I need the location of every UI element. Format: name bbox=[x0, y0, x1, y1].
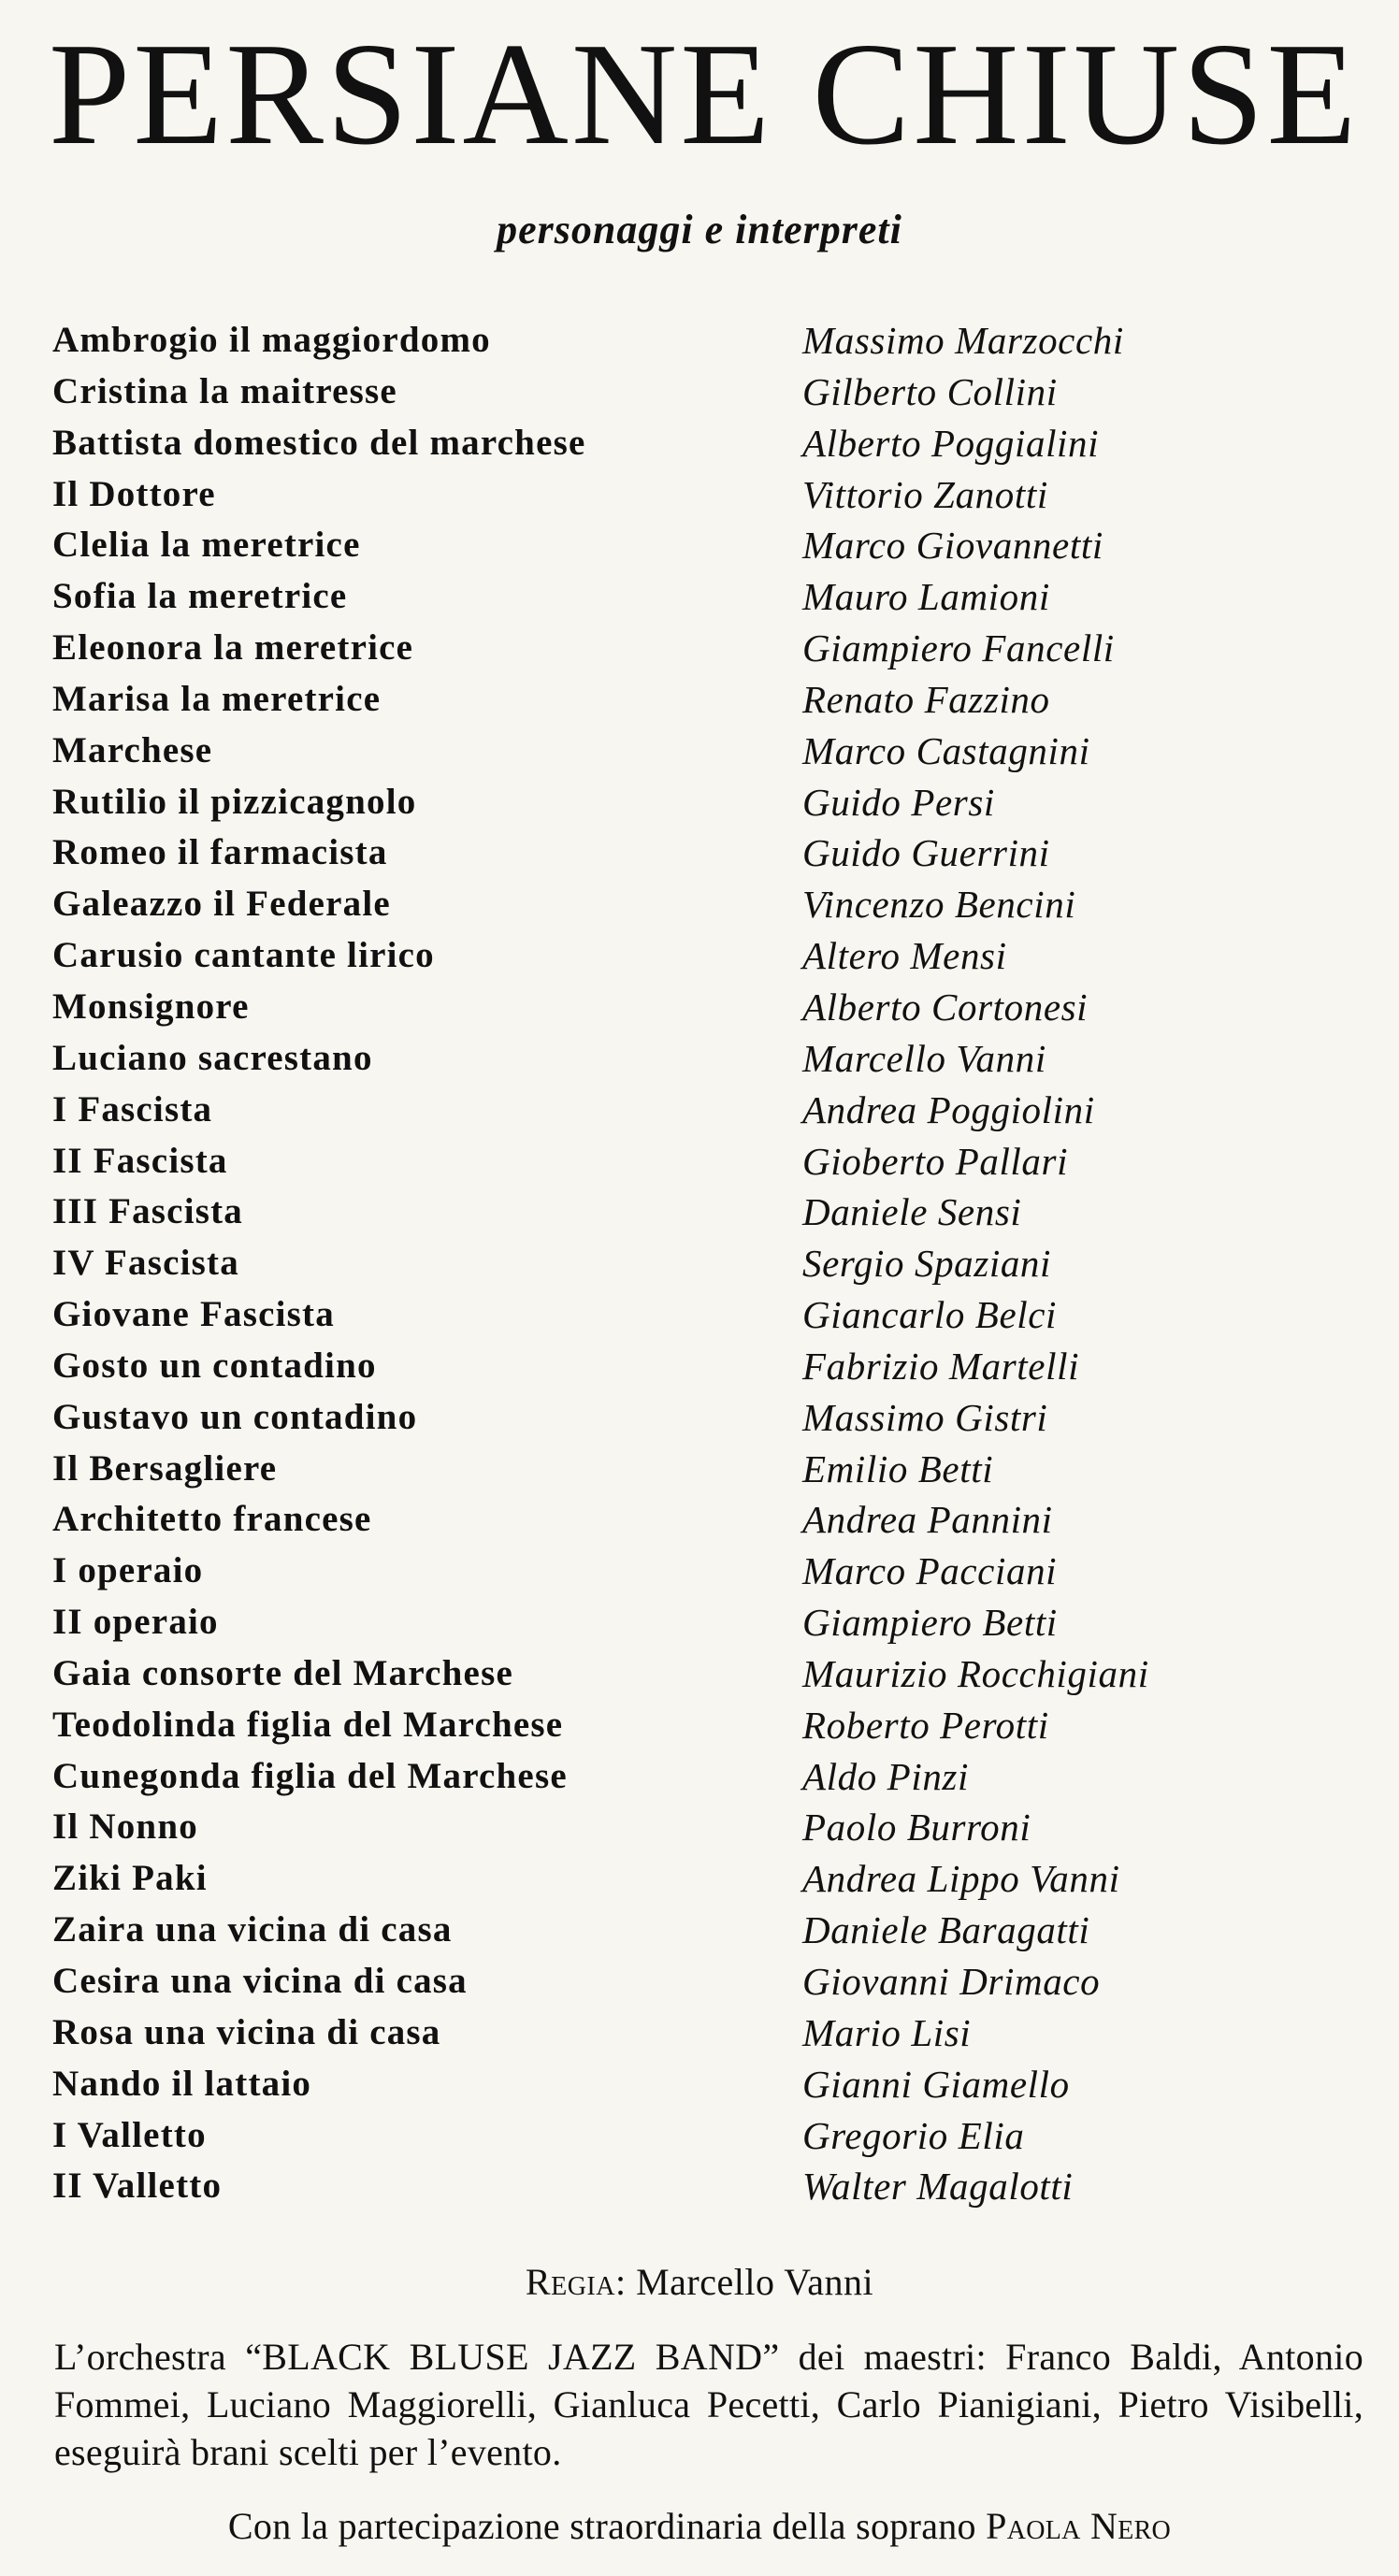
cast-row bbox=[0, 418, 1399, 469]
actor-name: Daniele Sensi bbox=[802, 1190, 1022, 1234]
cast-row bbox=[0, 1956, 1399, 2008]
cast-row bbox=[0, 726, 1399, 777]
cast-row bbox=[0, 571, 1399, 623]
cast-row bbox=[0, 1751, 1399, 1803]
character-name: Rutilio il pizzicagnolo bbox=[52, 781, 417, 822]
character-name: Marisa la meretrice bbox=[52, 678, 382, 719]
character-name: Gustavo un contadino bbox=[52, 1396, 418, 1437]
cast-row bbox=[0, 367, 1399, 418]
character-name: Clelia la meretrice bbox=[52, 525, 361, 566]
cast-row bbox=[0, 930, 1399, 982]
cast-row bbox=[0, 879, 1399, 930]
actor-name: Guido Guerrini bbox=[802, 831, 1050, 875]
actor-name: Altero Mensi bbox=[802, 934, 1007, 978]
director-label: Regia: bbox=[525, 2261, 627, 2303]
guest-name: Paola Nero bbox=[986, 2505, 1172, 2547]
cast-row bbox=[0, 2161, 1399, 2212]
cast-row bbox=[0, 1905, 1399, 1956]
character-name: Teodolinda figlia del Marchese bbox=[52, 1704, 564, 1745]
character-name: Architetto francese bbox=[52, 1499, 372, 1540]
cast-row bbox=[0, 1187, 1399, 1238]
character-name: IV Fascista bbox=[52, 1243, 239, 1284]
actor-name: Maurizio Rocchigiani bbox=[802, 1651, 1149, 1695]
actor-name: Marcello Vanni bbox=[802, 1036, 1046, 1080]
actor-name: Giampiero Betti bbox=[802, 1601, 1058, 1645]
actor-name: Andrea Pannini bbox=[802, 1498, 1053, 1542]
character-name: Battista domestico del marchese bbox=[52, 422, 586, 463]
actor-name: Andrea Lippo Vanni bbox=[802, 1857, 1120, 1901]
cast-row bbox=[0, 520, 1399, 571]
cast-row bbox=[0, 777, 1399, 828]
cast-row bbox=[0, 982, 1399, 1033]
actor-name: Marco Giovannetti bbox=[802, 524, 1103, 568]
actor-name: Alberto Cortonesi bbox=[802, 985, 1089, 1029]
guest-text: Con la partecipazione straordinaria della soprano bbox=[227, 2505, 976, 2547]
character-name: Nando il lattaio bbox=[52, 2063, 312, 2104]
character-name: Gosto un contadino bbox=[52, 1345, 377, 1386]
character-name: Il Dottore bbox=[52, 473, 216, 514]
director-credit bbox=[0, 2260, 1399, 2304]
actor-name: Giampiero Fancelli bbox=[802, 626, 1115, 670]
actor-name: Paolo Burroni bbox=[802, 1806, 1031, 1849]
cast-row bbox=[0, 1700, 1399, 1751]
director-name: Marcello Vanni bbox=[636, 2261, 874, 2303]
actor-name: Emilio Betti bbox=[802, 1446, 994, 1490]
cast-row bbox=[0, 1546, 1399, 1597]
actor-name: Massimo Gistri bbox=[802, 1395, 1048, 1439]
character-name: Zaira una vicina di casa bbox=[52, 1909, 453, 1950]
character-name: II Fascista bbox=[52, 1140, 228, 1181]
cast-row bbox=[0, 1392, 1399, 1444]
character-name: Il Nonno bbox=[52, 1806, 198, 1848]
character-name: Ziki Paki bbox=[52, 1858, 208, 1899]
character-name: Carusio cantante lirico bbox=[52, 935, 435, 976]
character-name: Cunegonda figlia del Marchese bbox=[52, 1755, 568, 1796]
guest-credit bbox=[0, 2504, 1399, 2548]
character-name: Gaia consorte del Marchese bbox=[52, 1652, 513, 1693]
cast-row bbox=[0, 1341, 1399, 1392]
cast-row bbox=[0, 1597, 1399, 1648]
cast-row bbox=[0, 1085, 1399, 1136]
character-name: II Valletto bbox=[52, 2166, 223, 2207]
page-title: PERSIANE CHIUSE bbox=[49, 12, 1360, 175]
cast-row bbox=[0, 1289, 1399, 1341]
character-name: Ambrogio il maggiordomo bbox=[52, 320, 491, 360]
cast-row bbox=[0, 1238, 1399, 1289]
actor-name: Mario Lisi bbox=[802, 2010, 972, 2054]
character-name: Cristina la maitresse bbox=[52, 370, 397, 411]
actor-name: Marco Castagnini bbox=[802, 728, 1090, 772]
character-name: Romeo il farmacista bbox=[52, 832, 388, 873]
actor-name: Guido Persi bbox=[802, 780, 995, 824]
character-name: I operaio bbox=[52, 1550, 204, 1591]
actor-name: Vittorio Zanotti bbox=[802, 472, 1048, 516]
character-name: I Fascista bbox=[52, 1088, 213, 1130]
character-name: Cesira una vicina di casa bbox=[52, 1961, 468, 2001]
actor-name: Fabrizio Martelli bbox=[802, 1344, 1080, 1388]
actor-name: Gregorio Elia bbox=[802, 2113, 1025, 2157]
character-name: I Valletto bbox=[52, 2114, 207, 2155]
character-name: III Fascista bbox=[52, 1191, 243, 1232]
character-name: Marchese bbox=[52, 729, 213, 770]
actor-name: Renato Fazzino bbox=[802, 677, 1050, 721]
character-name: Galeazzo il Federale bbox=[52, 884, 391, 925]
cast-row bbox=[0, 1802, 1399, 1853]
character-name: Giovane Fascista bbox=[52, 1294, 335, 1335]
cast-row bbox=[0, 2008, 1399, 2059]
cast-row bbox=[0, 315, 1399, 367]
actor-name: Vincenzo Bencini bbox=[802, 883, 1076, 927]
cast-list bbox=[0, 315, 1399, 2212]
actor-name: Marco Pacciani bbox=[802, 1549, 1058, 1593]
cast-row bbox=[0, 1648, 1399, 1700]
actor-name: Aldo Pinzi bbox=[802, 1754, 969, 1798]
actor-name: Daniele Baragatti bbox=[802, 1908, 1090, 1952]
cast-row bbox=[0, 1136, 1399, 1187]
character-name: Eleonora la meretrice bbox=[52, 627, 414, 669]
cast-row bbox=[0, 469, 1399, 521]
actor-name: Alberto Poggialini bbox=[802, 421, 1100, 465]
character-name: Il Bersagliere bbox=[52, 1447, 278, 1489]
actor-name: Massimo Marzocchi bbox=[802, 319, 1124, 362]
character-name: Monsignore bbox=[52, 986, 250, 1027]
actor-name: Roberto Perotti bbox=[802, 1703, 1049, 1747]
cast-row bbox=[0, 2059, 1399, 2110]
actor-name: Mauro Lamioni bbox=[802, 575, 1050, 619]
actor-name: Gianni Giamello bbox=[802, 2062, 1070, 2106]
cast-row bbox=[0, 1494, 1399, 1546]
cast-row bbox=[0, 827, 1399, 879]
character-name: Rosa una vicina di casa bbox=[52, 2011, 441, 2052]
actor-name: Giancarlo Belci bbox=[802, 1293, 1058, 1337]
actor-name: Giovanni Drimaco bbox=[802, 1960, 1101, 2003]
cast-row bbox=[0, 1444, 1399, 1495]
cast-row bbox=[0, 2110, 1399, 2162]
actor-name: Sergio Spaziani bbox=[802, 1242, 1052, 1286]
actor-name: Gilberto Collini bbox=[802, 369, 1058, 413]
cast-row bbox=[0, 674, 1399, 726]
orchestra-credit: L’orchestra “BLACK BLUSE JAZZ BAND” dei maestri: Franco Baldi, Antonio Fommei, Luciano Maggiorelli, Gianluca Pecetti, Carlo Pianigiani, Pietro Visibelli, eseguirà brani scelti per l’evento. bbox=[54, 2336, 1363, 2473]
cast-subtitle: personaggi e interpreti bbox=[497, 207, 902, 252]
character-name: Luciano sacrestano bbox=[52, 1037, 373, 1078]
character-name: Sofia la meretrice bbox=[52, 576, 348, 617]
cast-row bbox=[0, 623, 1399, 674]
actor-name: Gioberto Pallari bbox=[802, 1139, 1069, 1183]
cast-row bbox=[0, 1853, 1399, 1905]
actor-name: Andrea Poggiolini bbox=[802, 1087, 1095, 1131]
cast-row bbox=[0, 1033, 1399, 1085]
actor-name: Walter Magalotti bbox=[802, 2165, 1074, 2209]
character-name: II operaio bbox=[52, 1602, 219, 1643]
